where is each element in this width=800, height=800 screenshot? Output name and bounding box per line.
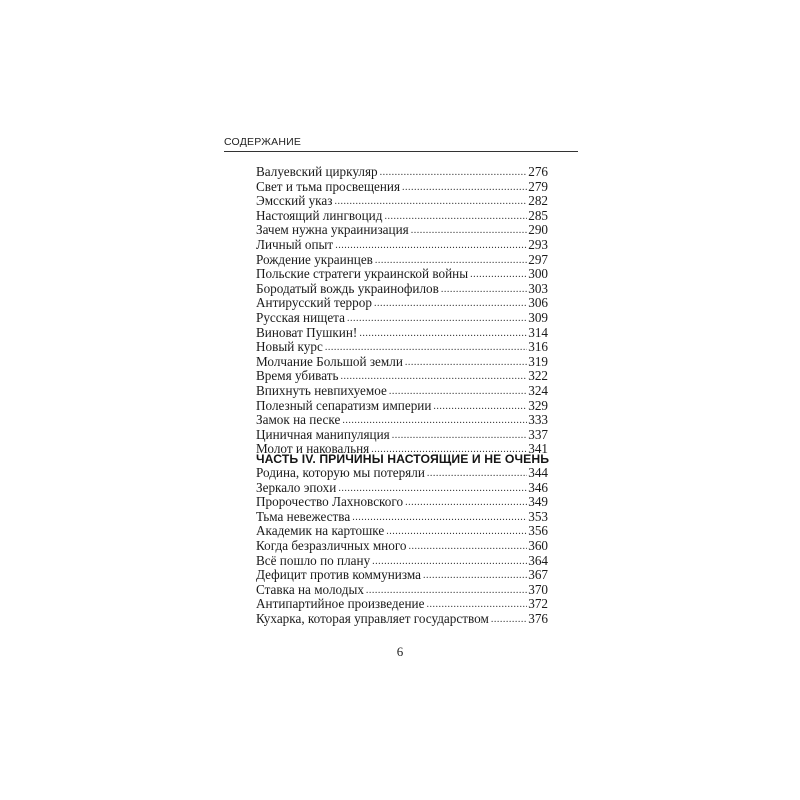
dot-leader xyxy=(335,239,527,254)
toc-entry xyxy=(256,223,548,238)
dot-leader xyxy=(389,385,527,400)
toc-entry-title: Молот и наковальня xyxy=(256,441,370,457)
toc-entry-page: 376 xyxy=(528,610,548,626)
toc-entry-title: Ставка на молодых xyxy=(256,581,364,597)
dot-leader xyxy=(347,312,527,327)
toc-entry xyxy=(256,369,548,384)
toc-entry-title: Кухарка, которая управляет государством xyxy=(256,610,489,626)
toc-entry-title: Циничная манипуляция xyxy=(256,426,390,442)
toc-entry-title: Русская нищета xyxy=(256,309,345,325)
toc-entry xyxy=(256,399,548,414)
dot-leader xyxy=(340,370,527,385)
toc-entry-page: 372 xyxy=(528,596,548,612)
toc-entry-page: 324 xyxy=(528,382,548,398)
toc-entry xyxy=(256,597,548,612)
toc-entry-page: 300 xyxy=(528,266,548,282)
toc-entry-page: 306 xyxy=(528,295,548,311)
dot-leader xyxy=(402,181,527,196)
toc-entry xyxy=(256,267,548,282)
toc-entry-title: Эмсский указ xyxy=(256,193,333,209)
toc-entry-title: Родина, которую мы потеряли xyxy=(256,465,425,480)
toc-entry xyxy=(256,180,548,195)
dot-leader xyxy=(334,195,527,210)
dot-leader xyxy=(384,210,527,225)
toc-entry xyxy=(256,282,548,297)
dot-leader xyxy=(374,297,527,312)
toc-entry xyxy=(256,568,548,583)
toc-entry xyxy=(256,554,548,569)
toc-entry-title: Валуевский циркуляр xyxy=(256,164,378,179)
running-header-title: СОДЕРЖАНИЕ xyxy=(224,136,302,148)
toc-entry-page: 346 xyxy=(528,479,548,495)
toc-entry-page: 279 xyxy=(528,178,548,194)
toc-entry-page: 356 xyxy=(528,523,548,539)
toc-entry xyxy=(256,209,548,224)
dot-leader xyxy=(342,414,527,429)
toc-entry xyxy=(256,165,548,180)
toc-entry-page: 367 xyxy=(528,567,548,583)
toc-entry-title: Рождение украинцев xyxy=(256,251,373,267)
toc-entry-title: Антипартийное произведение xyxy=(256,596,425,612)
dot-leader xyxy=(433,400,527,415)
toc-entry-title: Когда безразличных много xyxy=(256,537,407,553)
toc-entry xyxy=(256,495,548,510)
dot-leader xyxy=(470,268,527,283)
toc-entry xyxy=(256,539,548,554)
toc-entry-title: Зачем нужна украинизация xyxy=(256,222,409,238)
toc-entry-title: Молчание Большой земли xyxy=(256,353,403,369)
toc-entry xyxy=(256,355,548,370)
toc-entry-page: 322 xyxy=(528,368,548,384)
toc-entry xyxy=(256,428,548,443)
toc-entry xyxy=(256,326,548,341)
dot-leader xyxy=(409,540,528,555)
toc-entry-page: 337 xyxy=(528,426,548,442)
toc-entry-title: Полезный сепаратизм империи xyxy=(256,397,432,413)
toc-entry xyxy=(256,238,548,253)
toc-entry xyxy=(256,413,548,428)
toc-entry-page: 349 xyxy=(528,494,548,510)
toc-entry-title: Впихнуть невпихуемое xyxy=(256,382,387,398)
toc-entry-page: 360 xyxy=(528,537,548,553)
dot-leader xyxy=(426,598,527,613)
toc-entry-title: Антирусский террор xyxy=(256,295,372,311)
toc-entry-title: Академик на картошке xyxy=(256,523,385,539)
dot-leader xyxy=(325,341,527,356)
dot-leader xyxy=(338,482,527,497)
toc-list-part3 xyxy=(256,165,548,457)
dot-leader xyxy=(423,569,527,584)
toc-entry-page: 329 xyxy=(528,397,548,413)
toc-entry-page: 344 xyxy=(528,465,548,480)
toc-entry-title: Дефицит против коммунизма xyxy=(256,567,421,583)
toc-entry-page: 303 xyxy=(528,280,548,296)
toc-entry-title: Свет и тьма просвещения xyxy=(256,178,401,194)
dot-leader xyxy=(359,327,527,342)
toc-entry-page: 341 xyxy=(528,441,548,457)
dot-leader xyxy=(427,467,527,482)
toc-entry-page: 370 xyxy=(528,581,548,597)
toc-entry-page: 353 xyxy=(528,508,548,524)
toc-entry-title: Виноват Пушкин! xyxy=(256,324,358,340)
toc-entry xyxy=(256,510,548,525)
toc-entry-page: 364 xyxy=(528,552,548,568)
toc-entry-title: Всё пошло по плану xyxy=(256,552,371,568)
toc-list-part4 xyxy=(256,466,548,627)
dot-leader xyxy=(375,254,527,269)
toc-entry-page: 290 xyxy=(528,222,548,238)
dot-leader xyxy=(441,283,527,298)
toc-entry-title: Настоящий лингвоцид xyxy=(256,207,383,223)
dot-leader xyxy=(392,429,527,444)
toc-entry-title: Бородатый вождь украинофилов xyxy=(256,280,439,296)
toc-entry xyxy=(256,384,548,399)
dot-leader xyxy=(405,496,527,511)
dot-leader xyxy=(491,613,527,628)
toc-entry xyxy=(256,194,548,209)
dot-leader xyxy=(411,224,528,239)
toc-entry xyxy=(256,583,548,598)
toc-entry-title: Польские стратеги украинской войны xyxy=(256,266,469,282)
toc-entry-title: Тьма невежества xyxy=(256,508,351,524)
toc-entry-page: 314 xyxy=(528,324,548,340)
toc-entry-page: 319 xyxy=(528,353,548,369)
header-rule xyxy=(224,151,578,152)
toc-entry-title: Время убивать xyxy=(256,368,339,384)
page-number: 6 xyxy=(396,644,404,659)
toc-entry-title: Пророчество Лахновского xyxy=(256,494,404,510)
toc-entry-title: Замок на песке xyxy=(256,412,341,428)
dot-leader xyxy=(405,356,527,371)
dot-leader xyxy=(352,511,527,526)
part-heading: ЧАСТЬ IV. ПРИЧИНЫ НАСТОЯЩИЕ И НЕ ОЧЕНЬ xyxy=(256,452,550,466)
toc-entry-title: Новый курс xyxy=(256,339,323,355)
toc-entry xyxy=(256,524,548,539)
toc-entry-title: Зеркало эпохи xyxy=(256,479,337,495)
toc-entry xyxy=(256,481,548,496)
toc-entry-page: 309 xyxy=(528,309,548,325)
dot-leader xyxy=(372,555,527,570)
toc-entry-page: 282 xyxy=(528,193,548,209)
toc-entry xyxy=(256,466,548,481)
dot-leader xyxy=(380,166,528,181)
toc-entry xyxy=(256,340,548,355)
dot-leader xyxy=(386,525,527,540)
toc-entry xyxy=(256,311,548,326)
toc-entry-page: 333 xyxy=(528,412,548,428)
toc-entry-page: 316 xyxy=(528,339,548,355)
toc-entry xyxy=(256,612,548,627)
toc-entry-title: Личный опыт xyxy=(256,236,334,252)
toc-entry xyxy=(256,253,548,268)
toc-entry-page: 297 xyxy=(528,251,548,267)
toc-entry xyxy=(256,296,548,311)
toc-entry-page: 285 xyxy=(528,207,548,223)
toc-entry-page: 276 xyxy=(528,164,548,179)
toc-entry-page: 293 xyxy=(528,236,548,252)
dot-leader xyxy=(366,584,527,599)
